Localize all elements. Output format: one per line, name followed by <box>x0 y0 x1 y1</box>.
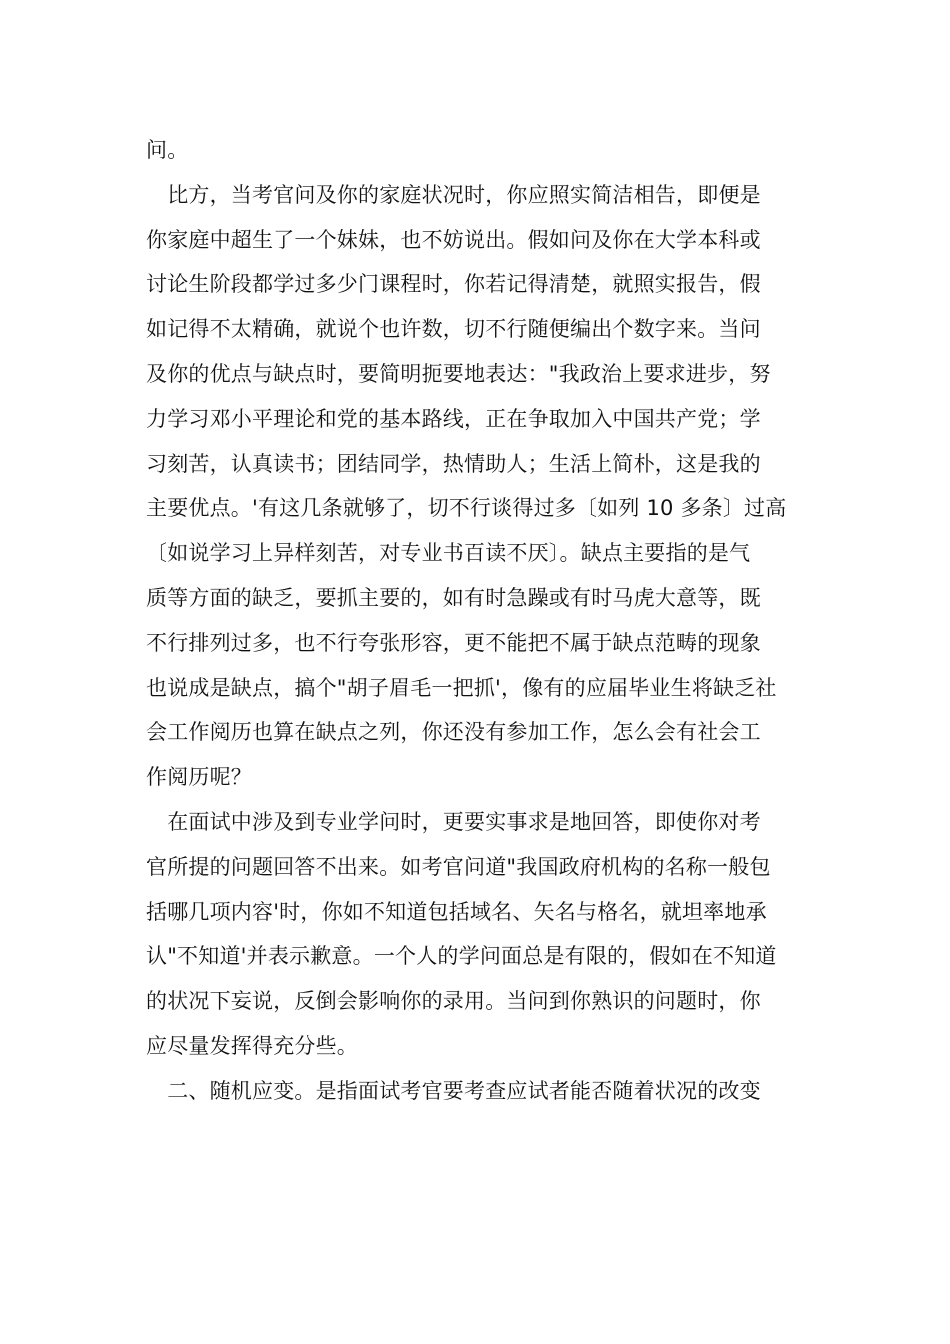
text-line: 应尽量发挥得充分些。 <box>146 1033 358 1058</box>
text-line: 主要优点。'有这几条就够了，切不行谈得过多〔如列 10 多条〕过高 <box>146 496 787 521</box>
text-line: 比方，当考官问及你的家庭状况时，你应照实简洁相告，即便是 <box>146 182 761 207</box>
text-line: 作阅历呢？ <box>146 765 252 790</box>
text-line: 二、随机应变。是指面试考官要考查应试者能否随着状况的改变 <box>146 1078 761 1103</box>
text-line: 在面试中涉及到专业学问时，更要实事求是地回答，即使你对考 <box>146 809 761 834</box>
text-line: 及你的优点与缺点时，要简明扼要地表达："我政治上要求进步，努 <box>146 361 771 386</box>
text-line: 官所提的问题回答不出来。如考官问道"我国政府机构的名称一般包 <box>146 854 771 879</box>
text-line: 〔如说学习上异样刻苦，对专业书百读不厌〕。缺点主要指的是气 <box>146 541 751 566</box>
text-line: 认"不知道'并表示歉意。一个人的学问面总是有限的，假如在不知道 <box>146 944 777 969</box>
text-line: 问。 <box>146 138 189 162</box>
text-line: 讨论生阶段都学过多少门课程时，你若记得清楚，就照实报告，假 <box>146 272 761 297</box>
text-line: 不行排列过多，也不行夸张形容，更不能把不属于缺点范畴的现象 <box>146 630 761 655</box>
text-line: 括哪几项内容'时，你如不知道包括域名、矢名与格名，就坦率地承 <box>146 899 767 924</box>
text-line: 质等方面的缺乏，要抓主要的，如有时急躁或有时马虎大意等，既 <box>146 585 761 610</box>
text-line: 力学习邓小平理论和党的基本路线，正在争取加入中国共产党；学 <box>146 406 761 431</box>
body-text <box>146 128 808 1114</box>
text-line: 你家庭中超生了一个妹妹，也不妨说出。假如问及你在大学本科或 <box>146 227 761 252</box>
text-line: 也说成是缺点，搞个"胡子眉毛一把抓'，像有的应届毕业生将缺乏社 <box>146 675 777 700</box>
text-line: 的状况下妄说，反倒会影响你的录用。当问到你熟识的问题时，你 <box>146 989 761 1014</box>
text-line: 习刻苦，认真读书；团结同学，热情助人；生活上简朴，这是我的 <box>146 451 761 476</box>
text-line: 如记得不太精确，就说个也许数，切不行随便编出个数字来。当问 <box>146 317 761 342</box>
text-line: 会工作阅历也算在缺点之列，你还没有参加工作，怎么会有社会工 <box>146 720 761 745</box>
